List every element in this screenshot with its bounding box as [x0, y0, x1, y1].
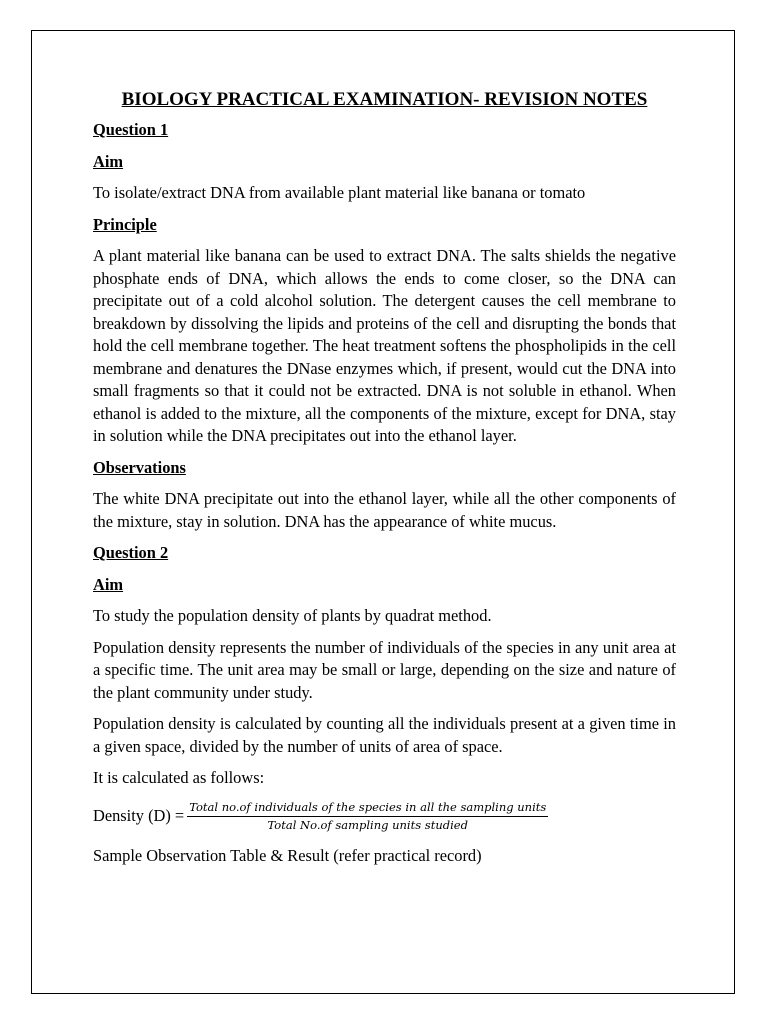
q1-principle-text: A plant material like banana can be used to extract DNA. The salts shields the negative phosphate ends of DNA, which allows the ends to come closer, so the DNA can precipitate out of a cold alcohol solution. The detergent causes the cell membrane to breakdown by dissolving the lipids and proteins of the cell and disrupting the bonds that hold the cell membrane together. The heat treatment softens the phospholipids in the cell membrane and denatures the DNase enzymes which, if present, would cut the DNA into small fragments so that it could not be extracted. DNA is not soluble in ethanol. When ethanol is added to the mixture, all the components of the mixture, except for DNA, stay in solution while the DNA precipitates out into the ethanol layer.: [93, 246, 676, 445]
q2-sample-note: Sample Observation Table & Result (refer practical record): [93, 845, 482, 865]
q2-paragraph-2: Population density is calculated by counting all the individuals present at a given time in a given space, divided by the number of units of area of space.: [93, 714, 676, 756]
q2-aim-text: To study the population density of plants by quadrat method.: [93, 606, 492, 625]
document-title: BIOLOGY PRACTICAL EXAMINATION- REVISION NOTES: [121, 89, 648, 110]
q2-aim-heading: Aim: [93, 574, 124, 594]
q1-aim-heading: Aim: [93, 151, 124, 171]
formula-numerator: Total no.of individuals of the species in all the sampling units: [187, 800, 548, 817]
formula-fraction: [187, 800, 548, 833]
q1-observations-heading: Observations: [93, 457, 186, 477]
q1-observations-text: The white DNA precipitate out into the ethanol layer, while all the other components of the mixture, stay in solution. DNA has the appearance of white mucus.: [93, 489, 676, 531]
formula-lhs: Density (D) =: [93, 805, 185, 825]
formula-denominator: Total No.of sampling units studied: [267, 817, 468, 832]
q1-aim-text: To isolate/extract DNA from available plant material like banana or tomato: [93, 183, 586, 202]
document-body: [93, 88, 676, 876]
question-1-heading: Question 1: [93, 120, 169, 139]
density-formula: [93, 800, 676, 833]
q2-paragraph-1: Population density represents the number of individuals of the species in any unit area at a specific time. The unit area may be small or large, depending on the size and nature of the plant community under study.: [93, 637, 676, 702]
q1-principle-heading: Principle: [93, 214, 157, 234]
question-2-heading: Question 2: [93, 543, 169, 562]
q2-calc-intro: It is calculated as follows:: [93, 768, 265, 787]
